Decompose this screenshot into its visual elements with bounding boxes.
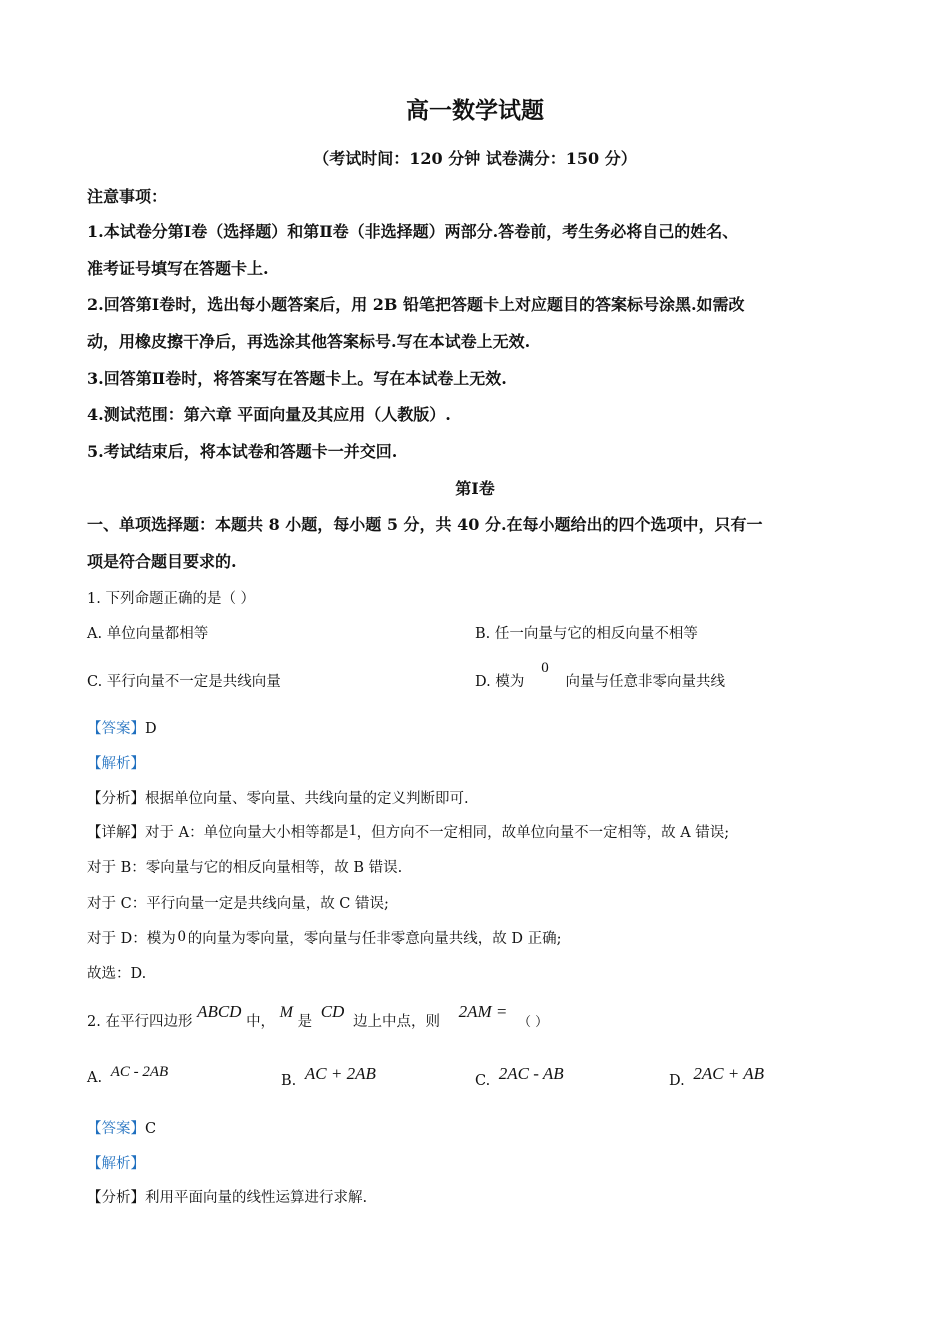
q2-option-b-label: B. <box>281 1073 297 1089</box>
q1-xiangjie-pre: 对于 A：单位向量大小相等都是 <box>145 825 349 841</box>
q2-answer-value: C <box>145 1121 157 1137</box>
q2-stem-mid3: 边上中点，则 <box>352 1014 440 1030</box>
fenxi-tag: 【分析】 <box>87 1190 145 1206</box>
q2-option-a-expr: AC - 2AB <box>110 1064 169 1080</box>
q1-option-b: B. 任一向量与它的相反向量不相等 <box>475 626 698 642</box>
q2-option-d-expr: 2AC + AB <box>693 1064 764 1083</box>
q2-option-d-label: D. <box>669 1073 685 1089</box>
q1-stem: 1. 下列命题正确的是（ ） <box>87 591 256 607</box>
page-title: 高一数学试题 <box>406 97 544 124</box>
q1-option-d-post: 向量与任意非零向量共线 <box>565 674 726 690</box>
q2-option-b-expr: AC + 2AB <box>304 1064 376 1083</box>
exam-subtitle: （考试时间：120 分钟 试卷满分：150 分） <box>313 149 637 168</box>
analysis-tag: 【解析】 <box>87 1156 145 1172</box>
q2-option-c <box>475 1064 564 1089</box>
analysis-tag: 【解析】 <box>87 756 145 772</box>
q2-expr: 2AM = <box>458 1002 508 1021</box>
q1-b-line: 对于 B：零向量与它的相反向量相等，故 B 错误. <box>87 860 403 876</box>
q1-fenxi-text: 根据单位向量、零向量、共线向量的定义判断即可. <box>145 791 469 807</box>
section-heading-a: 一、单项选择题：本题共 8 小题，每小题 5 分，共 40 分.在每小题给出的四个选项中，只有一 <box>87 515 763 534</box>
q2-abcd: ABCD <box>197 1002 242 1021</box>
q2-option-b <box>281 1064 376 1089</box>
answer-tag: 【答案】 <box>87 1121 145 1137</box>
notice-line-3: 3.回答第Ⅱ卷时，将答案写在答题卡上。写在本试卷上无效. <box>87 369 507 388</box>
q2-answer <box>87 1117 156 1138</box>
xiangjie-tag: 【详解】 <box>87 825 145 841</box>
notice-heading: 注意事项： <box>87 187 168 206</box>
q2-option-a-label: A. <box>87 1070 103 1086</box>
q2-fenxi-text: 利用平面向量的线性运算进行求解. <box>145 1190 368 1206</box>
q2-option-d <box>669 1064 764 1089</box>
q1-xiangjie-one: 1 <box>348 822 357 839</box>
q1-d-line <box>87 927 561 948</box>
q2-stem <box>87 1002 549 1031</box>
q2-stem-pre: 2. 在平行四边形 <box>87 1014 193 1030</box>
q1-d-line-pre: 对于 D：模为 <box>87 931 176 947</box>
q2-stem-mid2: 是 <box>297 1014 313 1030</box>
q1-option-d <box>475 660 726 691</box>
q1-option-c: C. 平行向量不一定是共线向量 <box>87 674 281 690</box>
notice-line-2a: 2.回答第Ⅰ卷时，选出每小题答案后，用 2B 铅笔把答题卡上对应题目的答案标号涂黑.如需改 <box>87 295 745 314</box>
q2-fenxi <box>87 1186 367 1207</box>
q1-choice: 故选：D. <box>87 966 147 982</box>
q1-d-line-zero: 0 <box>177 928 186 945</box>
q1-option-d-zero: 0 <box>541 660 549 676</box>
q2-analysis <box>87 1152 145 1173</box>
q2-stem-post: （ ） <box>517 1015 549 1030</box>
q2-cd: CD <box>320 1002 345 1021</box>
fenxi-tag: 【分析】 <box>87 791 145 807</box>
q1-xiangjie-post: ，但方向不一定相同，故单位向量不一定相等，故 A 错误; <box>356 825 730 841</box>
q1-fenxi <box>87 787 469 808</box>
q1-d-line-post: 的向量为零向量，零向量与任非零意向量共线，故 D 正确; <box>187 931 562 947</box>
q1-answer <box>87 717 157 738</box>
q1-analysis <box>87 752 145 773</box>
q2-option-c-expr: 2AC - AB <box>498 1064 564 1083</box>
q2-stem-mid1: 中， <box>246 1014 276 1030</box>
q1-xiangjie <box>87 821 729 842</box>
q1-option-a: A. 单位向量都相等 <box>87 626 209 642</box>
q2-m: M <box>279 1004 293 1021</box>
notice-line-2b: 动，用橡皮擦干净后，再选涂其他答案标号.写在本试卷上无效. <box>87 332 531 351</box>
q2-option-a <box>87 1064 169 1086</box>
q1-option-d-pre: D. 模为 <box>475 674 525 690</box>
section-heading-b: 项是符合题目要求的. <box>87 552 237 571</box>
q2-option-c-label: C. <box>475 1073 491 1089</box>
notice-line-5: 5.考试结束后，将本试卷和答题卡一并交回. <box>87 442 398 461</box>
notice-line-4: 4.测试范围：第六章 平面向量及其应用（人教版）. <box>87 405 451 424</box>
answer-tag: 【答案】 <box>87 721 145 737</box>
notice-line-1a: 1.本试卷分第Ⅰ卷（选择题）和第Ⅱ卷（非选择题）两部分.答卷前，考生务必将自己的姓名、 <box>87 222 739 241</box>
q1-answer-value: D <box>145 721 157 737</box>
q1-c-line: 对于 C：平行向量一定是共线向量，故 C 错误; <box>87 896 389 912</box>
notice-line-1b: 准考证号填写在答题卡上. <box>87 259 269 278</box>
section-title: 第Ⅰ卷 <box>455 479 495 498</box>
